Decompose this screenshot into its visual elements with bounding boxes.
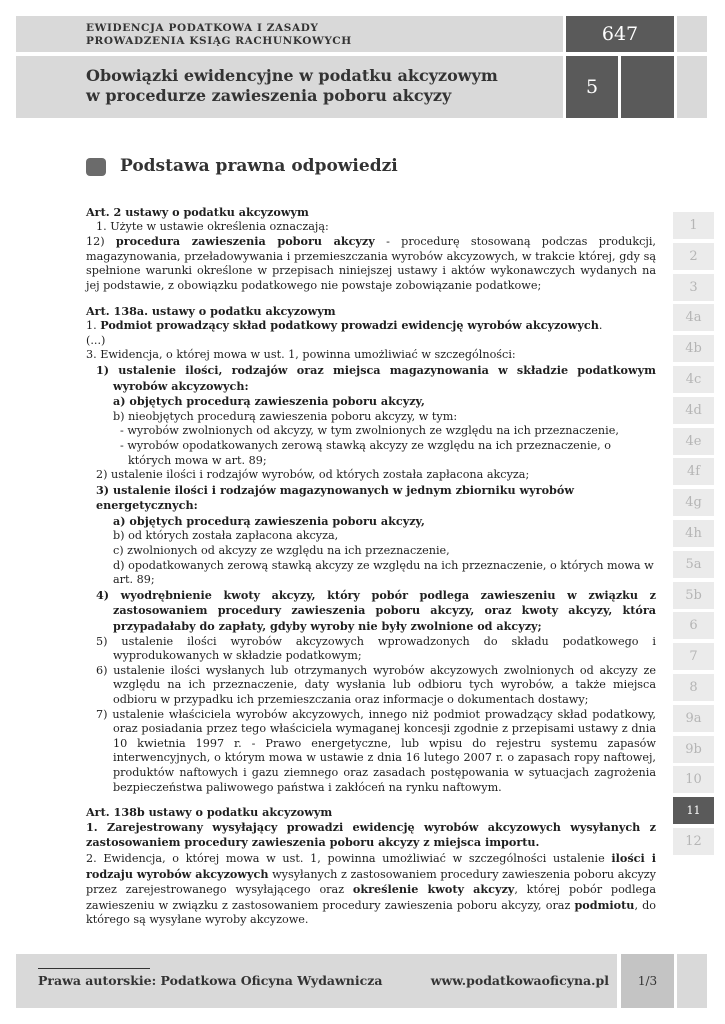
series-line-2: PROWADZENIA KSIĄG RACHUNKOWYCH <box>86 35 352 47</box>
chapter-tab-4e[interactable]: 4e <box>673 428 714 455</box>
chapter-tab-4d[interactable]: 4d <box>673 397 714 424</box>
chapter-tab-4f[interactable]: 4f <box>673 458 714 485</box>
definition-paragraph <box>86 234 656 293</box>
text-run: wysyłanych z zastosowaniem procedury zawieszenia poboru akcyzy przez zarejestrowanego wysyłającego oraz <box>86 867 656 897</box>
chapter-tab-8[interactable]: 8 <box>673 674 714 701</box>
list-item: 6) ustalenie ilości wysłanych lub otrzymanych wyrobów akcyzowych zwolnionych od akcyzy ze względu na ich przeznaczenie, daty wysłania lub odbioru tych wyrobów, a także miejsca odbioru w przypadku ich przemieszczania oraz informacje o dokumentach dostawy; <box>96 663 656 706</box>
article-heading: Art. 2 ustawy o podatku akcyzowym <box>86 205 309 219</box>
website-link[interactable]: www.podatkowaoficyna.pl <box>430 973 609 988</box>
bold-text: 3) ustalenie ilości i rodzajów magazynowanych w jednym zbiorniku wyrobów energetycznych: <box>96 482 574 513</box>
chapter-tab-4b[interactable]: 4b <box>673 335 714 362</box>
chapter-tab-4g[interactable]: 4g <box>673 489 714 516</box>
header-decoration <box>621 56 674 118</box>
list-item <box>86 394 656 410</box>
section-bullet-icon <box>86 158 106 176</box>
bold-text: ilości i rodzaju wyrobów akcyzowych <box>86 850 657 881</box>
point-number: 12) <box>86 235 116 249</box>
series-header <box>16 16 563 52</box>
bold-text: a) objętych procedurą zawieszenia poboru akcyzy, <box>113 394 425 409</box>
bold-text: podmiotu <box>574 897 635 912</box>
section-title: Podstawa prawna odpowiedzi <box>120 156 398 176</box>
chapter-tab-9a[interactable]: 9a <box>673 705 714 732</box>
list-item: b) nieobjętych procedurą zawieszenia poboru akcyzy, w tym: <box>113 409 458 423</box>
ellipsis: (...) <box>86 333 106 347</box>
bold-text: 1) ustalenie ilości, rodzajów oraz miejsca magazynowania w składzie podatkowym wyrobów akcyzowych: <box>96 362 656 393</box>
chapter-tab-3[interactable]: 3 <box>673 274 714 301</box>
title-header <box>16 56 563 118</box>
chapter-tab-5b[interactable]: 5b <box>673 582 714 609</box>
chapter-tab-12[interactable]: 12 <box>673 828 714 855</box>
definition-text: - procedurę stosowaną podczas produkcji, magazynowania, przeładowywania i przemieszczania wyrobów akcyzowych, w trakcie której, gdy są spełnione warunki określone w przepisach niniejszej ustawy i aktów wykonawczych wydanych na jej podstawie, z obowiązku podatkowego nie powstaje zobowiązanie podatkowe; <box>86 235 656 292</box>
chapter-tab-2[interactable]: 2 <box>673 243 714 270</box>
copyright: Prawa autorskie: Podatkowa Oficyna Wydawnicza <box>38 973 383 988</box>
chapter-tab-10[interactable]: 10 <box>673 766 714 793</box>
chapter-tab-4h[interactable]: 4h <box>673 520 714 547</box>
list-item <box>86 483 656 514</box>
list-item: - wyrobów opodatkowanych zerową stawką akcyzy ze względu na ich przeznaczenie, o których mowa w art. 89; <box>120 438 611 467</box>
chapter-tab-11[interactable]: 11 <box>673 797 714 824</box>
list-item: b) od których została zapłacona akcyza, <box>113 529 339 543</box>
chapter-tab-4c[interactable]: 4c <box>673 366 714 393</box>
header-decoration <box>677 56 707 118</box>
footer-rule <box>38 968 150 969</box>
document-body <box>86 205 656 928</box>
paragraph <box>86 820 656 851</box>
issue-number: 647 <box>566 16 674 52</box>
bold-text: a) objętych procedurą zawieszenia poboru akcyzy, <box>113 513 425 528</box>
chapter-tab-9b[interactable]: 9b <box>673 736 714 763</box>
bold-text: Podmiot prowadzący skład podatkowy prowadzi ewidencję wyrobów akcyzowych <box>100 318 599 333</box>
title-line-2: w procedurze zawieszenia poboru akcyzy <box>86 86 452 105</box>
list-item <box>86 363 656 394</box>
footer-decoration <box>677 954 707 1008</box>
point-number: 1. <box>86 319 101 333</box>
chapter-tab-6[interactable]: 6 <box>673 612 714 639</box>
defined-term: procedura zawieszenia poboru akcyzy <box>115 234 375 249</box>
list-item <box>86 588 656 635</box>
paragraph <box>86 318 656 334</box>
list-item: d) opodatkowanych zerową stawką akcyzy ze względu na ich przeznaczenie, o których mowa w art. 89; <box>113 558 654 587</box>
text-run: , której pobór podlega zawieszeniu w związku z zastosowaniem procedury zawieszenia poboru akcyzy, oraz <box>86 883 656 912</box>
footer <box>16 954 617 1008</box>
series-line-1: EWIDENCJA PODATKOWA I ZASADY <box>86 22 319 34</box>
bold-text: określenie kwoty akcyzy <box>352 882 515 897</box>
article-heading: Art. 138a. ustawy o podatku akcyzowym <box>86 303 336 318</box>
chapter-tab-7[interactable]: 7 <box>673 643 714 670</box>
list-item: 5) ustalenie ilości wyrobów akcyzowych wprowadzonych do składu podatkowego i wyprodukowanych w składzie podatkowym; <box>96 634 656 663</box>
list-item: 7) ustalenie właściciela wyrobów akcyzowych, innego niż podmiot prowadzący skład podatkowy, oraz posiadania przez tego właściciela wymaganej koncesji zgodnie z przepisami ustawy z dnia 10 kwietnia 1997 r. - Prawo energetyczne, lub wpisu do rejestru systemu zapasów interwencyjnych, o którym mowa w ustawie z dnia 16 lutego 2007 r. o zapasach ropy naftowej, produktów naftowych i gazu ziemnego oraz zasadach postępowania w sytuacjach zagrożenia bezpieczeństwa paliwowego państwa i zakłóceń na rynku naftowym. <box>96 707 656 794</box>
list-item: c) zwolnionych od akcyzy ze względu na ich przeznaczenie, <box>113 544 450 558</box>
chapter-tab-4a[interactable]: 4a <box>673 304 714 331</box>
header-decoration <box>677 16 707 52</box>
page-indicator: 1/3 <box>621 954 674 1008</box>
text-run: , do którego są wysyłane wyroby akcyzowe. <box>86 898 656 927</box>
bold-text: 1. Zarejestrowany wysyłający prowadzi ewidencję wyrobów akcyzowych wysyłanych z zastosowaniem procedury zawieszenia poboru akcyzy z miejsca importu. <box>86 819 656 850</box>
list-item: 2) ustalenie ilości i rodzajów wyrobów, od których została zapłacona akcyza; <box>96 468 530 482</box>
bold-text: 4) wyodrębnienie kwoty akcyzy, który pobór podlega zawieszeniu w związku z zastosowaniem procedury zawieszenia poboru akcyzy, oraz kwoty akcyzy, która przypadałaby do zapłaty, gdyby wyroby nie były zwolnione od akcyzy; <box>96 587 656 634</box>
article-heading: Art. 138b ustawy o podatku akcyzowym <box>86 805 333 820</box>
page-title <box>86 66 556 106</box>
chapter-tab-5a[interactable]: 5a <box>673 551 714 578</box>
chapter-number: 5 <box>566 56 618 118</box>
paragraph <box>86 851 656 928</box>
title-line-1: Obowiązki ewidencyjne w podatku akcyzowym <box>86 66 498 85</box>
chapter-tab-1[interactable]: 1 <box>673 212 714 239</box>
text-run: 2. Ewidencja, o której mowa w ust. 1, powinna umożliwiać w szczególności ustalenie <box>86 851 612 865</box>
punctuation: . <box>598 319 603 333</box>
list-item: - wyrobów zwolnionych od akcyzy, w tym zwolnionych ze względu na ich przeznaczenie, <box>120 424 619 438</box>
paragraph: 1. Użyte w ustawie określenia oznaczają: <box>96 219 329 233</box>
paragraph: 3. Ewidencja, o której mowa w ust. 1, powinna umożliwiać w szczególności: <box>86 348 516 362</box>
list-item <box>86 514 656 530</box>
